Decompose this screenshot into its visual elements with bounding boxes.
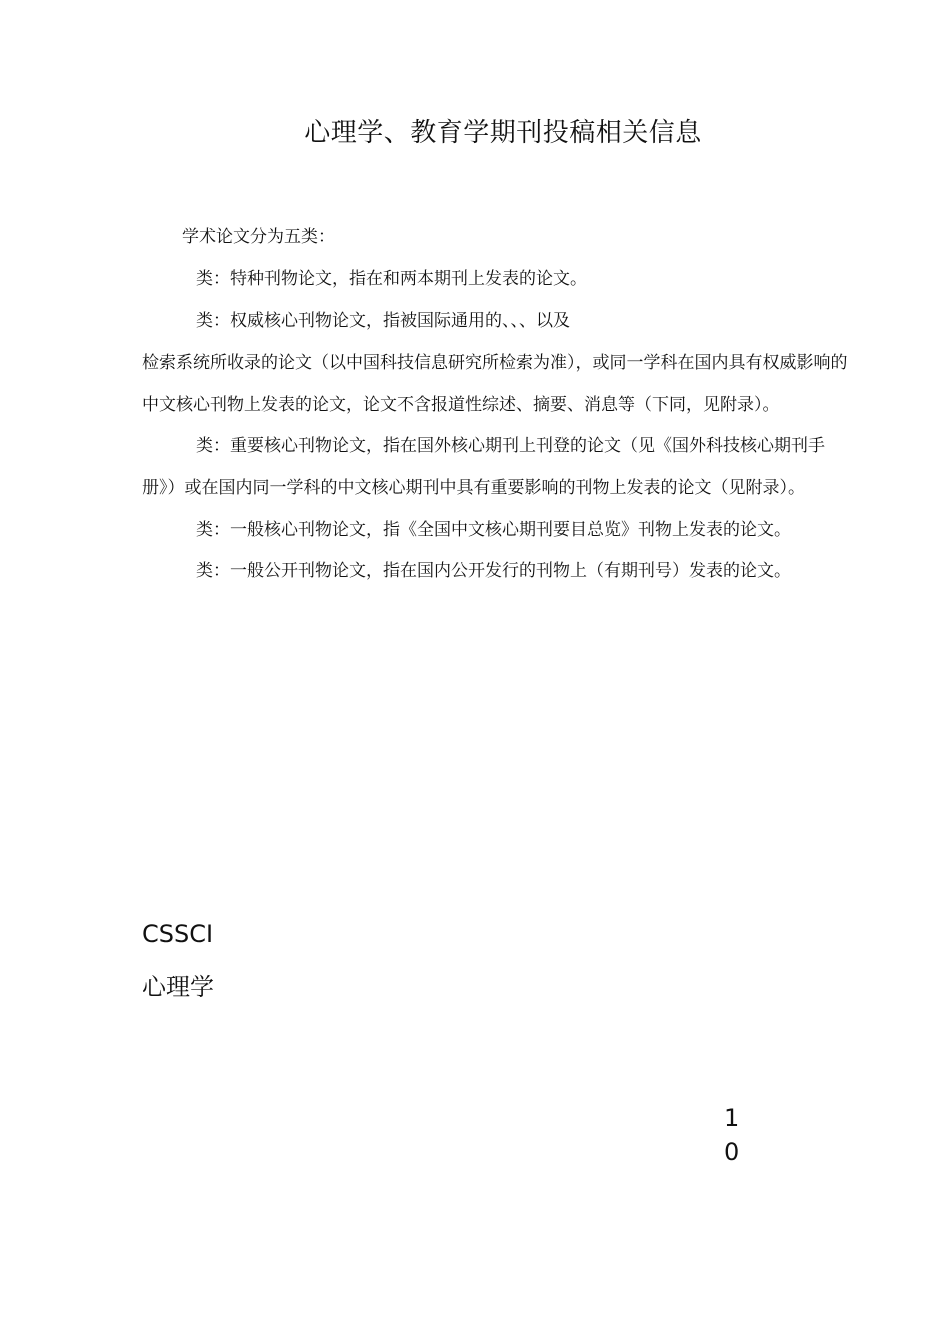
category-line-1: 类：特种刊物论文，指在和两本期刊上发表的论文。 <box>196 269 587 289</box>
intro-text: 学术论文分为五类： <box>182 227 335 247</box>
category-line-2-cont-b: 中文核心刊物上发表的论文，论文不含报道性综述、摘要、消息等（下同，见附录）。 <box>142 395 780 415</box>
category-line-3: 类：重要核心刊物论文，指在国外核心期刊上刊登的论文（见《国外科技核心期刊手 <box>196 436 825 456</box>
page-number-digit-2: 0 <box>724 1138 740 1166</box>
category-line-3-cont: 册》）或在国内同一学科的中文核心期刊中具有重要影响的刊物上发表的论文（见附录）。 <box>142 478 805 498</box>
category-line-2-cont-a: 检索系统所收录的论文（以中国科技信息研究所检索为准），或同一学科在国内具有权威影响的 <box>142 353 848 373</box>
category-line-5: 类：一般公开刊物论文，指在国内公开发行的刊物上（有期刊号）发表的论文。 <box>196 561 791 581</box>
category-line-2: 类：权威核心刊物论文，指被国际通用的、、、以及 <box>196 311 570 331</box>
category-line-4: 类：一般核心刊物论文，指《全国中文核心期刊要目总览》刊物上发表的论文。 <box>196 520 791 540</box>
page-number-digit-1: 1 <box>724 1104 740 1132</box>
page-title: 心理学、教育学期刊投稿相关信息 <box>304 118 702 148</box>
cssci-label: CSSCI <box>142 920 214 948</box>
subject-label: 心理学 <box>142 973 214 1001</box>
